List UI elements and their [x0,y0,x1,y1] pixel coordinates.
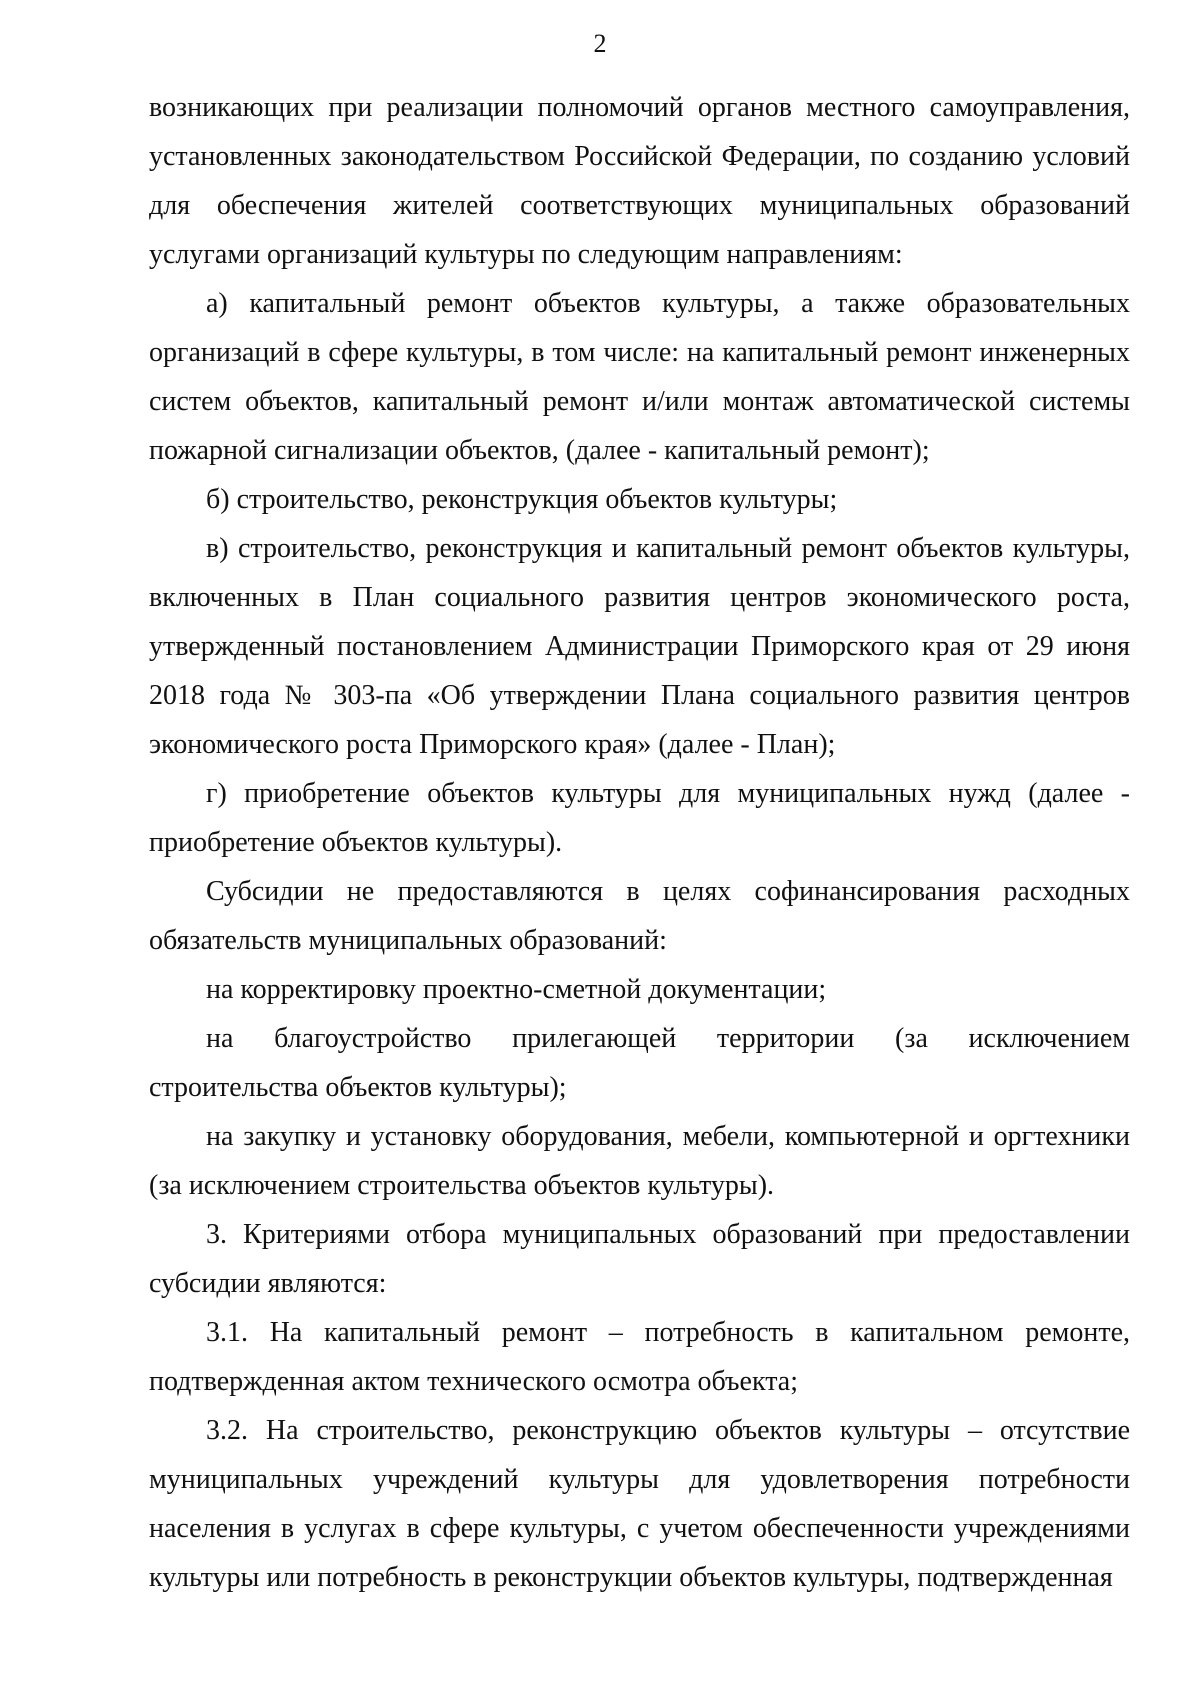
page-number: 2 [593,29,607,58]
paragraph-not-provided: Субсидии не предоставляются в целях софинансирования расходных обязательств муниципальных образований: [149,876,1130,956]
paragraph-exclusion-3: на закупку и установку оборудования, мебели, компьютерной и оргтехники (за исключением строительства объектов культуры). [149,1121,1130,1201]
document-body [149,83,1130,1602]
paragraph-criteria-3-2: 3.2. На строительство, реконструкцию объектов культуры – отсутствие муниципальных учреждений культуры для удовлетворения потребности населения в услугах в сфере культуры, с учетом обеспеченности учреждениями культуры или потребность в реконструкции объектов культуры, подтвержденная [149,1415,1130,1593]
paragraph-item-a: а) капитальный ремонт объектов культуры, а также образовательных организаций в сфере культуры, в том числе: на капитальный ремонт инженерных систем объектов, капитальный ремонт и/или монтаж автоматической системы пожарной сигнализации объектов, (далее - капитальный ремонт); [149,288,1130,466]
paragraph-item-v: в) строительство, реконструкция и капитальный ремонт объектов культуры, включенных в План социального развития центров экономического роста, утвержденный постановлением Администрации Приморского края от 29 июня 2018 года № 303-па «Об утверждении Плана социального развития центров экономического роста Приморского края» (далее - План); [149,533,1130,760]
paragraph-exclusion-1: на корректировку проектно-сметной документации; [206,974,827,1005]
paragraph-criteria-3: 3. Критериями отбора муниципальных образований при предоставлении субсидии являются: [149,1219,1130,1299]
paragraph-criteria-3-1: 3.1. На капитальный ремонт – потребность в капитальном ремонте, подтвержденная актом технического осмотра объекта; [149,1317,1130,1397]
paragraph-exclusion-2: на благоустройство прилегающей территории (за исключением строительства объектов культуры); [149,1023,1130,1103]
paragraph-item-g: г) приобретение объектов культуры для муниципальных нужд (далее - приобретение объектов культуры). [149,778,1130,858]
paragraph-continuation: возникающих при реализации полномочий органов местного самоуправления, установленных законодательством Российской Федерации, по созданию условий для обеспечения жителей соответствующих муниципальных образований услугами организаций культуры по следующим направлениям: [149,92,1130,270]
paragraph-item-b: б) строительство, реконструкция объектов культуры; [206,484,838,515]
